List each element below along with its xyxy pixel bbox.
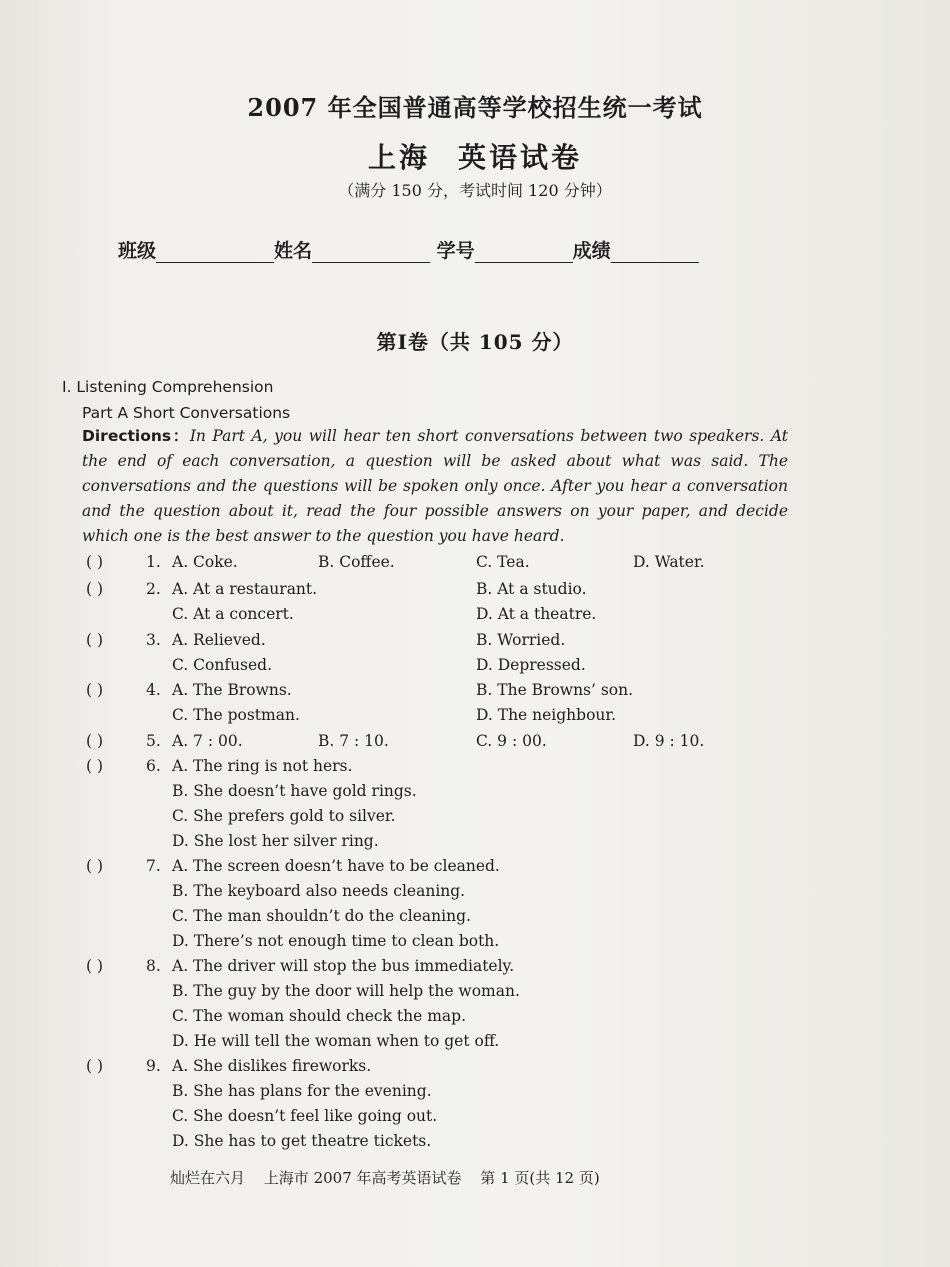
answer-blank[interactable]: ( ) — [86, 732, 104, 750]
footer-slogan: 灿烂在六月 — [170, 1169, 246, 1187]
option-d: D. He will tell the woman when to get off. — [172, 1032, 500, 1050]
question-number: 8. — [146, 957, 161, 975]
class-label: 班级 — [118, 240, 157, 262]
page-footer — [170, 1167, 614, 1188]
answer-blank[interactable]: ( ) — [86, 1057, 104, 1075]
option-a: A. Relieved. — [172, 631, 266, 649]
option-b: B. 7 : 10. — [318, 732, 389, 750]
exam-title: 2007 年全国普通高等学校招生统一考试 — [247, 93, 703, 122]
name-field[interactable] — [312, 244, 430, 263]
option-c: C. The man shouldn’t do the cleaning. — [172, 907, 471, 925]
option-d: D. She lost her silver ring. — [172, 832, 379, 850]
option-a: A. She dislikes fireworks. — [172, 1057, 372, 1075]
option-d: D. She has to get theatre tickets. — [172, 1132, 432, 1150]
question-number: 6. — [146, 757, 161, 775]
option-b: B. She has plans for the evening. — [172, 1082, 432, 1100]
question-number: 9. — [146, 1057, 161, 1075]
option-c: C. The woman should check the map. — [172, 1007, 467, 1025]
name-label: 姓名 — [274, 240, 313, 262]
id-label: 学号 — [436, 240, 475, 262]
part-title: 第Ⅰ卷（共 105 分） — [376, 330, 574, 354]
question-number: 7. — [146, 857, 161, 875]
option-a: A. The driver will stop the bus immediately. — [172, 957, 515, 975]
option-c: C. The postman. — [172, 706, 300, 724]
question-number: 5. — [146, 732, 161, 750]
question-number: 2. — [146, 580, 161, 598]
exam-subtitle — [0, 136, 950, 176]
question-number: 3. — [146, 631, 161, 649]
option-c: C. 9 : 00. — [476, 732, 547, 750]
exam-subject: 英语试卷 — [458, 141, 583, 174]
answer-blank[interactable]: ( ) — [86, 631, 104, 649]
option-b: B. The Browns’ son. — [476, 681, 634, 699]
option-a: A. The ring is not hers. — [172, 757, 353, 775]
directions-label: Directions： — [82, 427, 190, 445]
option-a: A. 7 : 00. — [172, 732, 243, 750]
section-title: Ⅰ. Listening Comprehension — [62, 378, 274, 396]
question-number: 4. — [146, 681, 161, 699]
option-c: C. She doesn’t feel like going out. — [172, 1107, 438, 1125]
footer-paper-name: 上海市 2007 年高考英语试卷 — [263, 1169, 462, 1187]
option-d: D. At a theatre. — [476, 605, 597, 623]
directions-text: In Part A, you will hear ten short conversations between two speakers. At the end of each conversation, a question will be asked about what was said. The conversations and the questions will be spoken only once. After you hear a conversation and the question about it, read the four possible answers on your paper, and decide which one is the best answer to the question you have heard. — [82, 427, 788, 545]
option-c: C. She prefers gold to silver. — [172, 807, 396, 825]
score-note: （满分 150 分，考试时间 120 分钟） — [338, 181, 612, 200]
part-a-title: Part A Short Conversations — [82, 404, 291, 422]
option-c: C. Confused. — [172, 656, 273, 674]
id-field[interactable] — [475, 244, 573, 263]
option-b: B. The keyboard also needs cleaning. — [172, 882, 466, 900]
option-a: A. The Browns. — [172, 681, 292, 699]
footer-page-number: 第 1 页(共 12 页) — [480, 1169, 600, 1187]
answer-blank[interactable]: ( ) — [86, 957, 104, 975]
student-info-row — [118, 236, 699, 263]
answer-blank[interactable]: ( ) — [86, 553, 104, 571]
score-field[interactable] — [611, 244, 699, 263]
option-a: A. The screen doesn’t have to be cleaned. — [172, 857, 500, 875]
answer-blank[interactable]: ( ) — [86, 681, 104, 699]
option-d: D. 9 : 10. — [633, 732, 705, 750]
option-b: B. The guy by the door will help the woman. — [172, 982, 520, 1000]
option-d: D. Water. — [633, 553, 705, 571]
class-field[interactable] — [156, 244, 274, 263]
answer-blank[interactable]: ( ) — [86, 757, 104, 775]
option-a: A. At a restaurant. — [172, 580, 318, 598]
option-b: B. Coffee. — [318, 553, 395, 571]
option-d: D. The neighbour. — [476, 706, 617, 724]
question-number: 1. — [146, 553, 161, 571]
option-c: C. Tea. — [476, 553, 530, 571]
option-d: D. Depressed. — [476, 656, 586, 674]
option-d: D. There’s not enough time to clean both. — [172, 932, 500, 950]
option-b: B. Worried. — [476, 631, 566, 649]
option-a: A. Coke. — [172, 553, 238, 571]
answer-blank[interactable]: ( ) — [86, 857, 104, 875]
option-c: C. At a concert. — [172, 605, 294, 623]
answer-blank[interactable]: ( ) — [86, 580, 104, 598]
score-label: 成绩 — [572, 240, 611, 262]
option-b: B. She doesn’t have gold rings. — [172, 782, 417, 800]
option-b: B. At a studio. — [476, 580, 587, 598]
directions — [82, 424, 788, 549]
exam-region: 上海 — [367, 141, 430, 174]
